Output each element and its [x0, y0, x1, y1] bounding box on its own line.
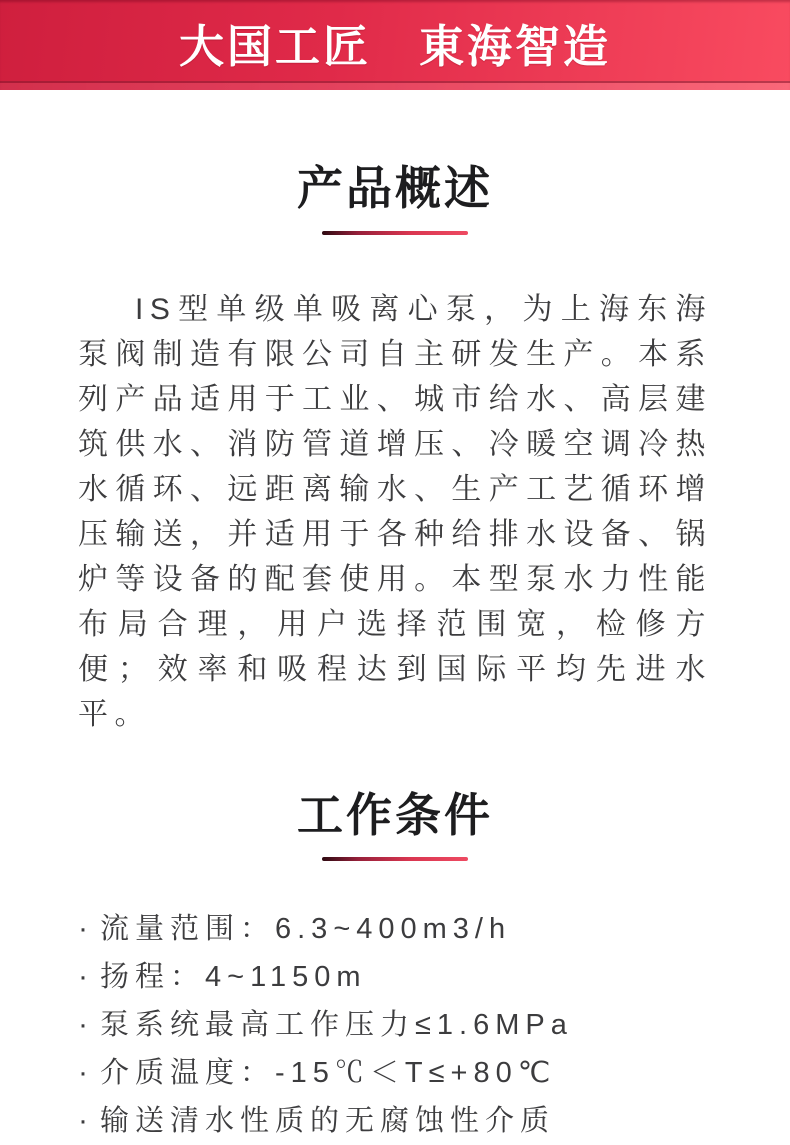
section-overview [0, 90, 790, 737]
bullet-dot-icon: · [78, 953, 88, 1001]
section-conditions [0, 737, 790, 1145]
brand-banner [0, 0, 790, 90]
condition-text: 流量范围：6.3~400m3/h [100, 905, 511, 953]
condition-item-head [78, 953, 750, 1001]
bullet-dot-icon: · [78, 1097, 88, 1145]
condition-text: 泵系统最高工作压力≤1.6MPa [100, 1001, 573, 1049]
banner-title: 大国工匠 東海智造 [179, 10, 611, 75]
condition-item-max-pressure [78, 1001, 750, 1049]
conditions-list [78, 905, 750, 1145]
conditions-title: 工作条件 [0, 737, 790, 845]
bullet-dot-icon: · [78, 1001, 88, 1049]
bullet-dot-icon: · [78, 1049, 88, 1097]
condition-item-medium-temperature [78, 1049, 750, 1097]
condition-text: 扬程：4~1150m [100, 953, 367, 1001]
overview-title-underline [322, 231, 468, 235]
bullet-dot-icon: · [78, 905, 88, 953]
condition-item-flow-range [78, 905, 750, 953]
conditions-title-underline [322, 857, 468, 861]
condition-text: 介质温度：-15℃＜T≤+80℃ [100, 1049, 556, 1097]
overview-paragraph: IS型单级单吸离心泵，为上海东海泵阀制造有限公司自主研发生产。本系列产品适用于工业、城市给水、高层建筑供水、消防管道增压、冷暖空调冷热水循环、远距离输水、生产工艺循环增压输送，并适用于各种给排水设备、锅炉等设备的配套使用。本型泵水力性能布局合理，用户选择范围宽，检修方便；效率和吸程达到国际平均先进水平。 [78, 287, 712, 737]
overview-title: 产品概述 [0, 90, 790, 218]
condition-text: 输送清水性质的无腐蚀性介质 [100, 1097, 555, 1145]
condition-item-medium-type [78, 1097, 750, 1145]
